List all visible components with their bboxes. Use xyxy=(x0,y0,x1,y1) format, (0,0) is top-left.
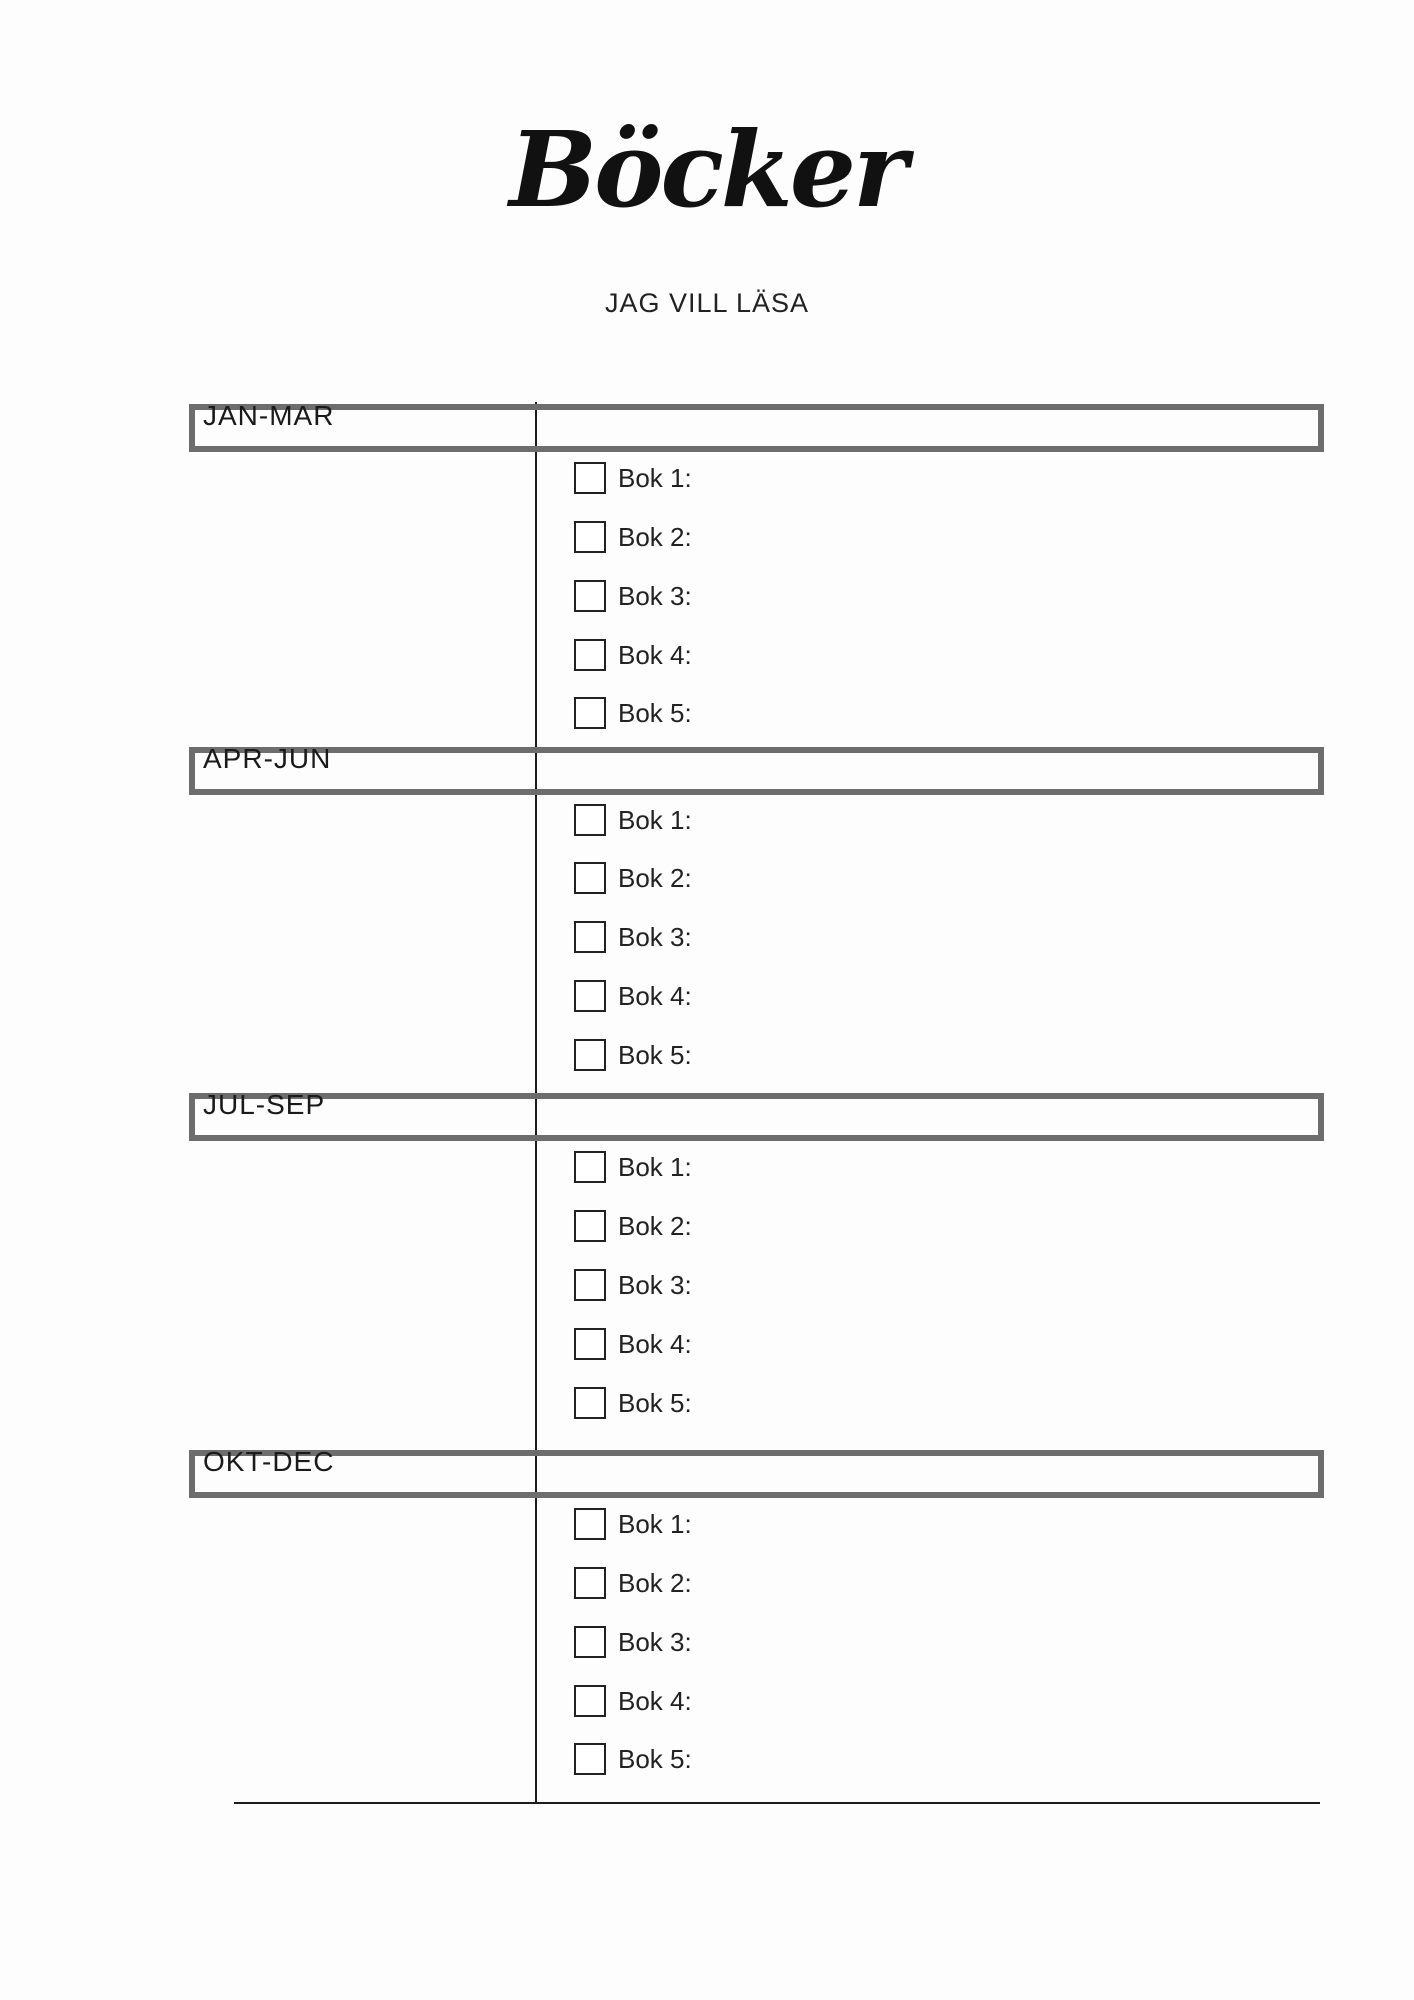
section-label: APR-JUN xyxy=(203,743,332,774)
section-label: JUL-SEP xyxy=(203,1089,326,1120)
section-label: JAN-MAR xyxy=(203,400,335,431)
checkbox[interactable] xyxy=(574,1743,606,1775)
book-label: Bok 5: xyxy=(618,1744,692,1774)
checkbox[interactable] xyxy=(574,862,606,894)
checkbox[interactable] xyxy=(574,1039,606,1071)
book-label: Bok 1: xyxy=(618,463,692,493)
checkbox[interactable] xyxy=(574,521,606,553)
book-label: Bok 4: xyxy=(618,640,692,670)
section-header-okt-dec xyxy=(189,1446,1324,1498)
checkbox[interactable] xyxy=(574,1328,606,1360)
section-label: OKT-DEC xyxy=(203,1446,335,1477)
page-subtitle: JAG VILL LÄSA xyxy=(604,288,810,318)
checkbox[interactable] xyxy=(574,1685,606,1717)
book-label: Bok 3: xyxy=(618,581,692,611)
checkbox[interactable] xyxy=(574,1387,606,1419)
checkbox[interactable] xyxy=(574,1151,606,1183)
checkbox[interactable] xyxy=(574,1508,606,1540)
book-label: Bok 1: xyxy=(618,1509,692,1539)
checkbox[interactable] xyxy=(574,697,606,729)
checkbox[interactable] xyxy=(574,1210,606,1242)
checkbox[interactable] xyxy=(574,1626,606,1658)
checkbox[interactable] xyxy=(574,1269,606,1301)
book-label: Bok 2: xyxy=(618,522,692,552)
checkbox[interactable] xyxy=(574,462,606,494)
section-header-apr-jun xyxy=(189,743,1324,795)
book-label: Bok 4: xyxy=(618,1686,692,1716)
checkbox[interactable] xyxy=(574,580,606,612)
checkbox[interactable] xyxy=(574,1567,606,1599)
book-label: Bok 2: xyxy=(618,1211,692,1241)
checkbox[interactable] xyxy=(574,921,606,953)
bottom-rule xyxy=(234,1802,1320,1804)
checkbox[interactable] xyxy=(574,980,606,1012)
book-label: Bok 4: xyxy=(618,1329,692,1359)
section-header-jan-mar xyxy=(189,400,1324,452)
section-header-jul-sep xyxy=(189,1089,1324,1141)
book-label: Bok 5: xyxy=(618,1040,692,1070)
book-label: Bok 1: xyxy=(618,1152,692,1182)
page-title: Böcker xyxy=(509,108,905,231)
checkbox[interactable] xyxy=(574,804,606,836)
book-label: Bok 2: xyxy=(618,1568,692,1598)
book-label: Bok 3: xyxy=(618,1270,692,1300)
book-label: Bok 5: xyxy=(618,1388,692,1418)
book-label: Bok 4: xyxy=(618,981,692,1011)
book-label: Bok 3: xyxy=(618,1627,692,1657)
checkbox[interactable] xyxy=(574,639,606,671)
book-label: Bok 3: xyxy=(618,922,692,952)
book-label: Bok 1: xyxy=(618,805,692,835)
book-label: Bok 5: xyxy=(618,698,692,728)
book-label: Bok 2: xyxy=(618,863,692,893)
